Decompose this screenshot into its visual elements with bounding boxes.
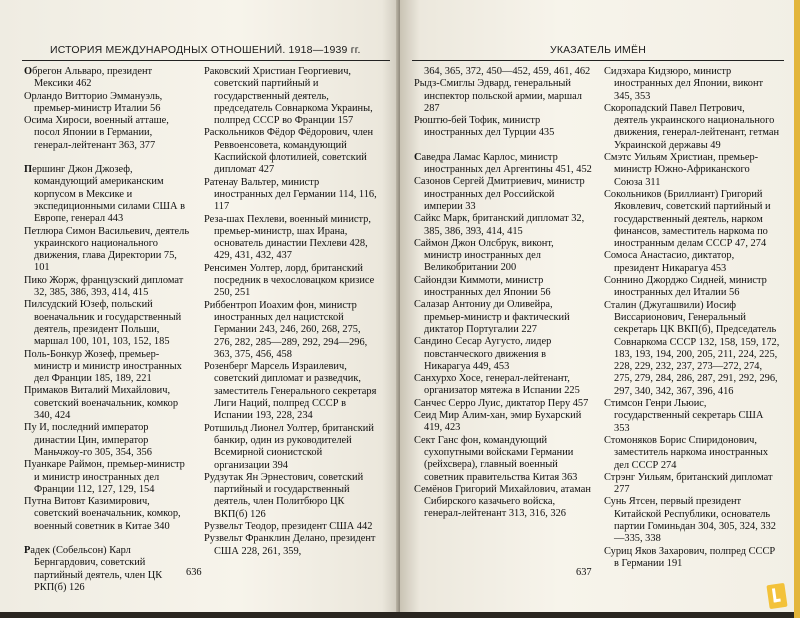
letter-initial: С (414, 151, 422, 163)
entry-text: Путна Витовт Казимирович, советский военачальник, комкор, военный советник в Китае 340 (24, 496, 181, 532)
index-entry (24, 459, 192, 496)
entry-text: 364, 365, 372, 450—452, 459, 461, 462 (424, 66, 591, 77)
index-entry (604, 250, 780, 275)
index-entry (204, 66, 380, 127)
index-entry (204, 300, 380, 361)
index-entry (24, 91, 192, 116)
index-entry (24, 385, 192, 422)
index-column-1 (414, 66, 592, 521)
index-entry (24, 496, 192, 533)
index-column-2 (604, 66, 780, 570)
entry-text: адек (Собельсон) Карл Бернгардович, советский партийный деятель, член ЦК РКП(б) 126 (30, 544, 163, 593)
cover-edge (794, 0, 800, 618)
letter-initial: П (24, 164, 33, 176)
index-entry (414, 152, 592, 177)
entry-text: аведра Ламас Карлос, министр иностранных дел Аргентины 451, 452 (421, 151, 592, 176)
index-entry (604, 103, 780, 152)
index-entry (204, 127, 380, 176)
entry-text: Риббентроп Иоахим фон, министр иностранных дел нацистской Германии 243, 246, 260, 268, 275, 276, 282, 285—289, 292, 294—296, 363, 375, 456, 458 (204, 299, 368, 360)
index-entry (24, 226, 192, 275)
entry-text: Ратенау Вальтер, министр иностранных дел Германии 114, 116, 117 (204, 176, 377, 213)
entry-text: Раковский Христиан Георгиевич, советский партийный и государственный деятель, председатель Совнаркома Украины, полпред СССР во Франции 157 (204, 66, 373, 127)
entry-text: Семёнов Григорий Михайлович, атаман Сибирского казачьего войска, генерал-лейтенант 313, 316, 326 (414, 483, 591, 520)
index-entry (414, 373, 592, 398)
entry-text: Скоропадский Павел Петрович, деятель украинского национального движения, генерал-лейтенант, гетман Украинской державы 49 (604, 102, 780, 151)
entry-text: Смэтс Уильям Христиан, премьер-министр Южно-Африканского Союза 311 (604, 152, 759, 188)
index-entry (604, 152, 780, 189)
left-page (0, 0, 398, 612)
entry-text: Сомоса Анастасио, диктатор, президент Никарагуа 453 (604, 250, 735, 274)
page-number: 637 (576, 567, 592, 578)
running-header: ИСТОРИЯ МЕЖДУНАРОДНЫХ ОТНОШЕНИЙ. 1918—1939 гг. (50, 44, 361, 56)
entry-text: Сеид Мир Алим-хан, эмир Бухарский 419, 423 (414, 410, 582, 434)
entry-text: Пико Жорж, французский дипломат 32, 385, 386, 393, 414, 415 (24, 274, 184, 299)
index-entry (414, 484, 592, 521)
index-entry (604, 189, 780, 250)
entry-text: Сазонов Сергей Дмитриевич, министр иностранных дел Российской империи 33 (414, 176, 585, 212)
entry-text: Пу И, последний император династии Цин, император Маньчжоу-го 305, 354, 356 (24, 422, 152, 458)
index-entry (604, 496, 780, 545)
entry-text: Рюштю-бей Тофик, министр иностранных дел Турции 435 (414, 115, 555, 139)
index-entry (604, 472, 780, 497)
entry-text: Сидэхара Кидзюро, министр иностранных дел Японии, виконт 345, 353 (604, 66, 764, 102)
index-entry (414, 398, 592, 410)
index-entry (24, 115, 192, 152)
entry-text: брегон Альваро, президент Мексики 462 (32, 66, 153, 90)
entry-text: Суриц Яков Захарович, полпред СССР в Германии 191 (604, 545, 776, 569)
index-entry (24, 349, 192, 386)
entry-text: Стомоняков Борис Спиридонович, заместитель наркома иностранных дел СССР 274 (604, 434, 769, 471)
entry-text: Рудзутак Ян Эрнестович, советский партийный и государственный деятель, член Политбюро ЦК ВКП(б) 126 (204, 471, 364, 520)
entry-text: Рузвельт Франклин Делано, президент США 228, 261, 359, (204, 533, 376, 557)
entry-text: Орландо Витторио Эммануэль, премьер-министр Италии 56 (24, 90, 163, 114)
index-entry (24, 164, 192, 225)
index-entry (414, 435, 592, 484)
index-entry (414, 66, 592, 78)
index-entry (204, 263, 380, 300)
index-entry (414, 115, 592, 140)
index-column-1 (24, 66, 192, 594)
index-entry (414, 299, 592, 336)
index-entry (204, 521, 380, 533)
entry-text: Розенберг Марсель Израилевич, советский дипломат и разведчик, заместитель Генерального секретаря Лиги Наций, полпред СССР в Испании 193, 228, 234 (204, 361, 377, 422)
entry-text: Сект Ганс фон, командующий сухопутными войсками Германии (рейхсвера), главный военный советник правительства Китая 363 (414, 434, 578, 483)
entry-text: Санхурхо Хосе, генерал-лейтенант, организатор мятежа в Испании 225 (414, 373, 580, 397)
index-entry (24, 299, 192, 348)
entry-text: Сунь Ятсен, первый президент Китайской Республики, основатель партии Гоминьдан 304, 305, 324, 332—335, 338 (604, 496, 777, 545)
entry-text: Сталин (Джугашвили) Иосиф Виссарионович, Генеральный секретарь ЦК ВКП(б), Председатель Совнаркома СССР 132, 158, 159, 172, 183, 193, 194, 200, 205, 211, 224, 225, 228, 229, 232, 237, 273—272, 274, 275, 279, 284, 286, 287, 291, 292, 296, 297, 340, 342, 367, 396, 416 (604, 299, 780, 397)
index-entry (604, 398, 780, 435)
index-column-2 (204, 66, 380, 558)
index-entry (414, 410, 592, 435)
entry-text: Реза-шах Пехлеви, военный министр, премьер-министр, шах Ирана, основатель династии Пехлеви 428, 429, 431, 432, 437 (204, 213, 371, 262)
index-entry (604, 300, 780, 398)
entry-text: Сокольников (Бриллиант) Григорий Яковлевич, советский партийный и государственный деятель, нарком финансов, заместитель наркома по иностранным делам СССР 47, 274 (604, 188, 771, 250)
index-entry (24, 275, 192, 300)
header-rule (22, 60, 390, 61)
entry-text: Пилсудский Юзеф, польский военачальник и государственный деятель, президент Польши, маршал 100, 101, 103, 152, 185 (24, 299, 182, 348)
entry-text: Сайондзи Киммоти, министр иностранных дел Японии 56 (414, 274, 551, 299)
entry-text: Пуанкаре Раймон, премьер-министр и министр иностранных дел Франции 112, 127, 129, 154 (24, 459, 185, 495)
index-entry (24, 545, 192, 594)
entry-text: Саймон Джон Олсбрук, виконт, министр иностранных дел Великобритании 200 (414, 237, 554, 274)
index-entry (204, 533, 380, 558)
publisher-logo-icon (766, 583, 787, 609)
index-entry (204, 214, 380, 263)
index-entry (414, 238, 592, 275)
entry-text: Стимсон Генри Льюис, государственный секретарь США 353 (604, 398, 764, 434)
running-header: УКАЗАТЕЛЬ ИМЁН (550, 44, 646, 56)
entry-text: Соннино Джорджо Сидней, министр иностранных дел Италии 56 (604, 275, 767, 299)
index-entry (414, 176, 592, 213)
index-entry (24, 422, 192, 459)
entry-text: Поль-Бонкур Жозеф, премьер-министр и министр иностранных дел Франции 185, 189, 221 (24, 348, 182, 385)
entry-text: Ренсимен Уолтер, лорд, британский посредник в чехословацком кризисе 250, 251 (204, 262, 375, 299)
index-entry (414, 213, 592, 238)
entry-text: ершинг Джон Джозеф, командующий американским корпусом в Мексике и экспедиционными силами США в Европе, генерал 443 (32, 164, 186, 225)
entry-text: Салазар Антониу ди Оливейра, премьер-министр и фактический диктатор Португалии 227 (414, 299, 570, 335)
index-entry (204, 472, 380, 521)
index-entry (604, 66, 780, 103)
entry-text: Петлюра Симон Васильевич, деятель украинского национального движения, глава Директории 75, 101 (24, 225, 190, 274)
header-rule (412, 60, 784, 61)
right-page (400, 0, 800, 612)
entry-text: Ротшильд Лионел Уолтер, британский банкир, один из руководителей Всемирной сионистской организации 394 (204, 422, 374, 471)
entry-text: Рузвельт Теодор, президент США 442 (204, 520, 373, 532)
index-entry (24, 66, 192, 91)
index-entry (414, 78, 592, 115)
letter-initial: Р (24, 544, 31, 556)
index-entry (204, 361, 380, 422)
index-entry (604, 275, 780, 300)
index-entry (204, 423, 380, 472)
entry-text: Санчес Серро Луис, диктатор Перу 457 (414, 397, 589, 409)
index-entry (604, 546, 780, 571)
entry-text: Сайкс Марк, британский дипломат 32, 385, 386, 393, 414, 415 (414, 213, 585, 237)
letter-initial: О (24, 66, 33, 77)
entry-text: Рыдз-Смиглы Эдвард, генеральный инспектор польской армии, маршал 287 (414, 78, 582, 114)
page-number: 636 (186, 567, 202, 578)
index-entry (204, 177, 380, 214)
entry-text: Стрэнг Уильям, британский дипломат 277 (604, 471, 773, 496)
entry-text: Осима Хироси, военный атташе, посол Японии в Германии, генерал-лейтенант 363, 377 (24, 115, 169, 151)
index-entry (414, 275, 592, 300)
entry-text: Примаков Виталий Михайлович, советский военачальник, комкор 340, 424 (24, 385, 179, 422)
index-entry (604, 435, 780, 472)
entry-text: Сандино Сесар Аугусто, лидер повстанческого движения в Никарагуа 449, 453 (414, 336, 552, 372)
entry-text: Раскольников Фёдор Фёдорович, член Реввоенсовета, командующий Каспийской флотилией, советский дипломат 427 (204, 127, 374, 176)
index-entry (414, 336, 592, 373)
